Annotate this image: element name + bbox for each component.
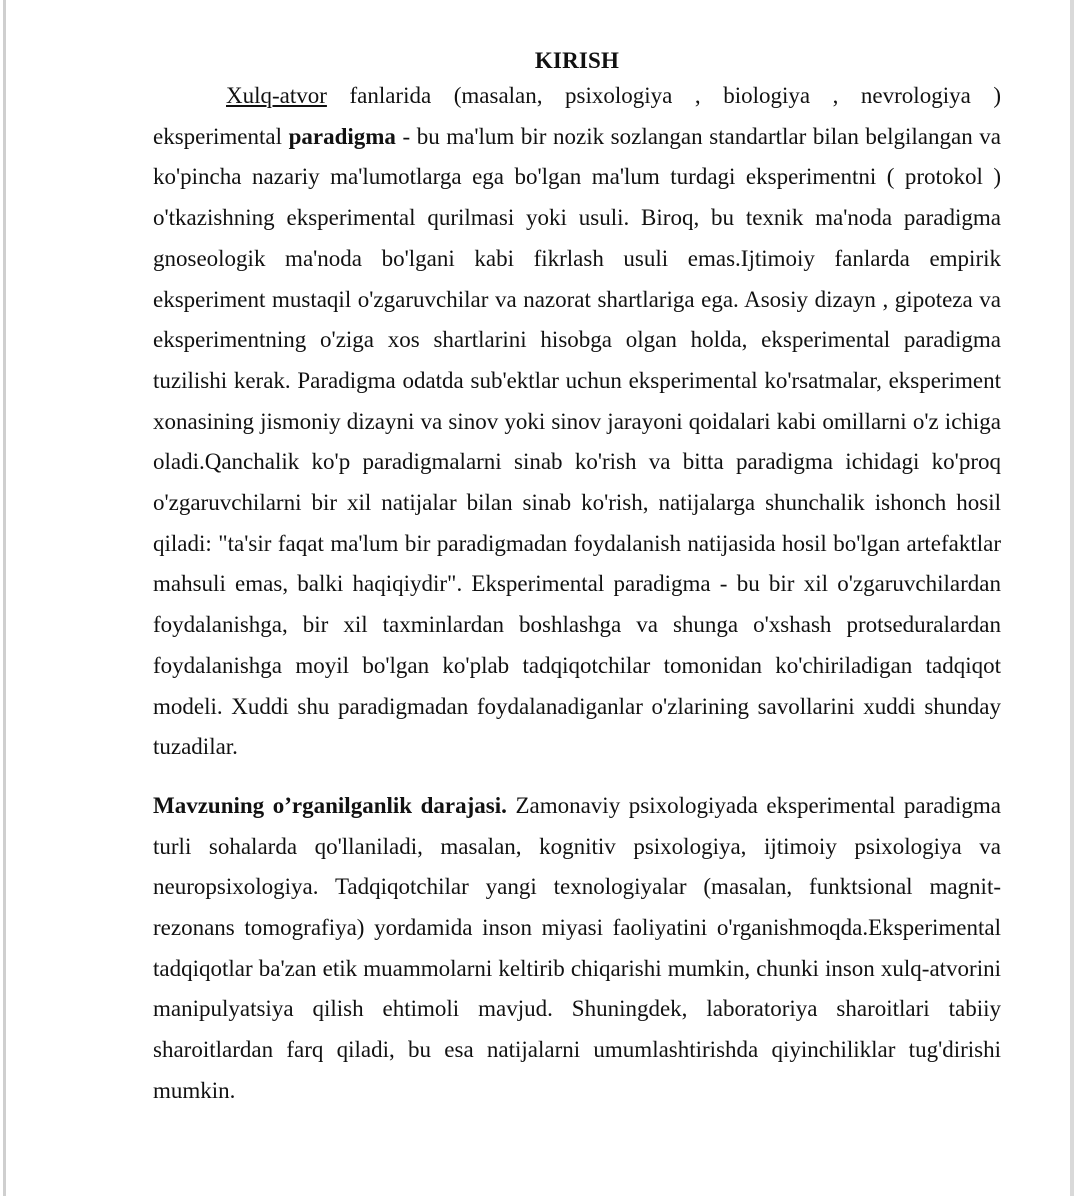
hyperlink-xulq-atvor[interactable]: Xulq-atvor	[226, 83, 327, 108]
paragraph-text-b: - bu ma'lum bir nozik sozlangan standartlar bilan belgilangan va ko'pincha nazariy ma'lumotlarga ega bo'lgan ma'lum turdagi eksperimentni ( protokol ) o'tkazishning eksperimental qurilmasi yoki usuli. Biroq, bu texnik ma'noda paradigma gnoseologik ma'noda bo'lgani kabi fikrlash usuli emas.Ijtimoiy fanlarda empirik eksperiment mustaqil o'zgaruvchilar va nazorat shartlariga ega. Asosiy dizayn , gipoteza va eksperimentning o'ziga xos shartlarini hisobga olgan holda, eksperimental paradigma tuzilishi kerak. Paradigma odatda sub'ektlar uchun eksperimental ko'rsatmalar, eksperiment xonasining jismoniy dizayni va sinov yoki sinov jarayoni qoidalari kabi omillarni o'z ichiga oladi.Qanchalik ko'p paradigmalarni sinab ko'rish va bitta paradigma ichidagi ko'proq o'zgaruvchilarni bir xil natijalar bilan sinab ko'rish, natijalarga shunchalik ishonch hosil qiladi: "ta'sir faqat ma'lum bir paradigmadan foydalanish natijasida hosil bo'lgan artefaktlar mahsuli emas, balki haqiqiydir". Eksperimental paradigma - bu bir xil o'zgaruvchilardan foydalanishga, bir xil taxminlardan boshlashga va shunga o'xshash protseduralardan foydalanishga moyil bo'lgan ko'plab tadqiqotchilar tomonidan ko'chiriladigan tadqiqot modeli. Xuddi shu paradigmadan foydalanadiganlar o'zlarining savollarini xuddi shunday tuzadilar.	[153, 123, 1001, 760]
paragraph-text-a: fanlarida (masalan, psixologiya , biologiya , nevrologiya ) eksperimental	[153, 83, 1001, 149]
study-level-paragraph	[153, 786, 1001, 1112]
paragraph-text: Zamonaviy psixologiyada eksperimental paradigma turli sohalarda qo'llaniladi, masalan, kognitiv psixologiya, ijtimoiy psixologiya va neuropsixologiya. Tadqiqotchilar yangi texnologiyalar (masalan, funktsional magnit-rezonans tomografiya) yordamida inson miyasi faoliyatini o'rganishmoqda.Eksperimental tadqiqotlar ba'zan etik muammolarni keltirib chiqarishi mumkin, chunki inson xulq-atvorini manipulyatsiya qilish ehtimoli mavjud. Shuningdek, laboratoriya sharoitlari tabiiy sharoitlardan farq qiladi, bu esa natijalarni umumlashtirishda qiyinchiliklar tug'dirishi mumkin.	[153, 792, 1001, 1103]
page-title: KIRISH	[534, 48, 620, 73]
intro-paragraph	[153, 76, 1001, 768]
bold-term-paradigma: paradigma	[288, 123, 396, 149]
document-page	[153, 44, 1001, 1112]
page-right-border	[1070, 0, 1074, 1196]
section-heading: Mavzuning o’rganilganlik darajasi.	[153, 792, 507, 818]
page-left-border	[3, 0, 6, 1196]
